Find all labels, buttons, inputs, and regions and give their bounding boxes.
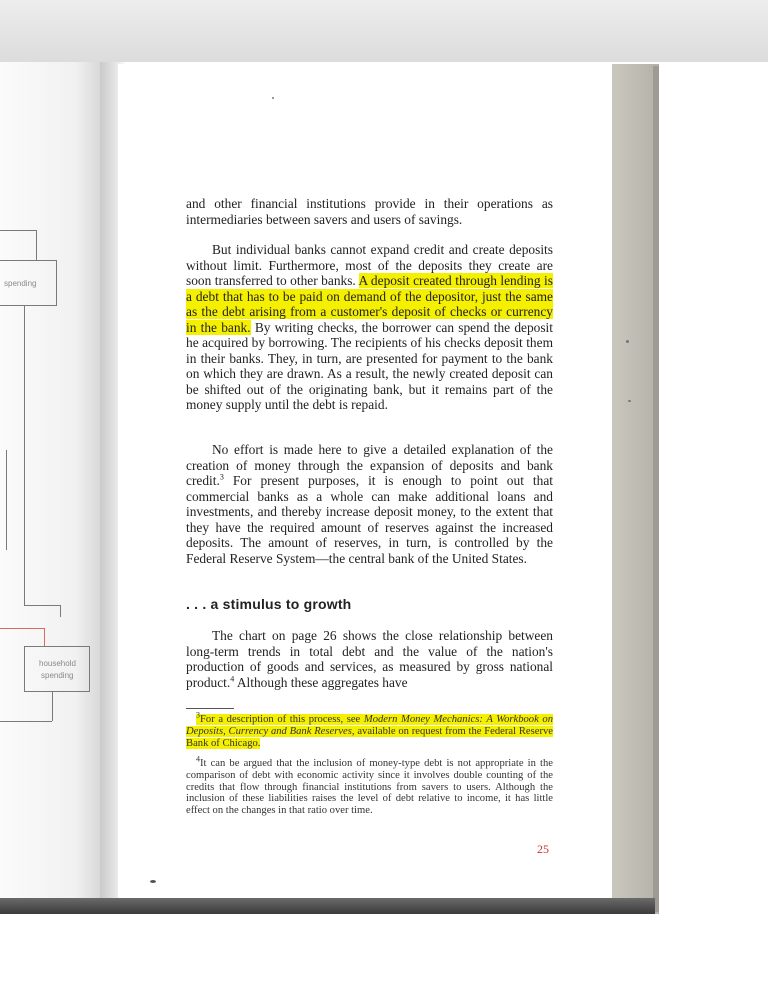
diagram-connector [0,721,52,722]
paragraph-2 [186,242,553,413]
left-facing-page [0,62,108,900]
footnote-3 [186,710,553,749]
diagram-connector [60,605,61,617]
paragraph-3-text-continued: For present purposes, it is enough to point out that commercial banks as a whole can make additional loans and investments, and thereby increase deposit money, to the extent that they have the required amount of reserves against the increased deposits. The amount of reserves, in turn, is controlled by the Federal Reserve System—the central bank of the United States. [186,473,553,566]
paragraph-1-text: and other financial institutions provide in their operations as intermediaries between savers and users of savings. [186,196,553,227]
scan-speck [272,97,274,99]
diagram-connector [24,305,25,605]
diagram-connector [24,605,60,606]
highlighted-passage: A deposit created through lending is a debt that has to be paid on demand of the depositor, just the same as the debt arising from a customer's deposit of checks or currency in the bank. [186,273,553,335]
paragraph-3 [186,442,553,566]
footnote-reference-3: 3 [219,472,224,482]
footnote-marker-3: 3 [196,710,200,720]
footnote-reference-4: 4 [230,674,235,684]
diagram-box-household-spending [24,646,90,692]
footnote-3-text: For a description of this process, see [200,714,364,725]
scanner-background [0,0,768,62]
section-heading: . . . a stimulus to growth [186,596,352,612]
diagram-connector [52,692,53,721]
scan-speck [626,340,629,343]
paragraph-4-text-continued: Although these aggregates have [234,674,408,690]
book-cover-shadow [653,66,659,912]
page-bottom-shadow [0,898,655,914]
paragraph-2-text-continued: By writing checks, the borrower can spend the deposit he acquired by borrowing. The recipients of his checks deposit them in their banks. They, in turn, are presented for payment to the bank on which they are drawn. As a result, the newly created deposit can be shifted out of the originating bank, but it remains part of the money supply until the debt is repaid. [186,319,553,412]
footnote-4 [186,754,553,817]
diagram-label: spending [41,671,74,680]
diagram-label: spending [4,279,37,288]
page-number: 25 [537,842,549,856]
diagram-connector [6,450,7,550]
scan-speck [628,400,631,402]
diagram-connector-red [44,628,45,646]
diagram-connector-red [0,628,44,629]
diagram-label: household [39,659,76,668]
diagram-connector [0,230,36,231]
paragraph-1 [186,196,553,227]
scanner-background-bottom [0,914,768,997]
footnote-3-text-continued: available on request from the Federal Reserve Bank of Chicago. [186,725,553,749]
footnote-4-text: It can be argued that the inclusion of money-type debt is not appropriate in the comparison of debt with economic activity since it involves double counting of the credits that flow through financial institutions from savers to users. Although the inclusion of these liabilities raises the level of debt relative to income, it has little effect on the changes in that ratio over time. [186,758,553,817]
paragraph-4 [186,628,553,690]
diagram-connector [36,230,37,260]
paragraph-3-text: No effort is made here to give a detailed explanation of the creation of money through the expansion of deposits and bank credit. [186,442,553,488]
footnote-marker-4: 4 [196,754,200,764]
paragraph-4-text: The chart on page 26 shows the close relationship between long-term trends in total debt and the value of the nation's production of goods and services, as measured by gross national product. [186,628,553,690]
footnote-3-publication-title: Modern Money Mechanics: A Workbook on Deposits, Currency and Bank Reserves, [186,714,553,737]
paragraph-2-text: But individual banks cannot expand credit and create deposits without limit. Furthermore, most of the deposits they create are soon transferred to other banks. [186,242,553,288]
scan-speck [150,880,156,883]
diagram-box-spending [0,260,57,306]
footnote-divider [186,708,234,709]
